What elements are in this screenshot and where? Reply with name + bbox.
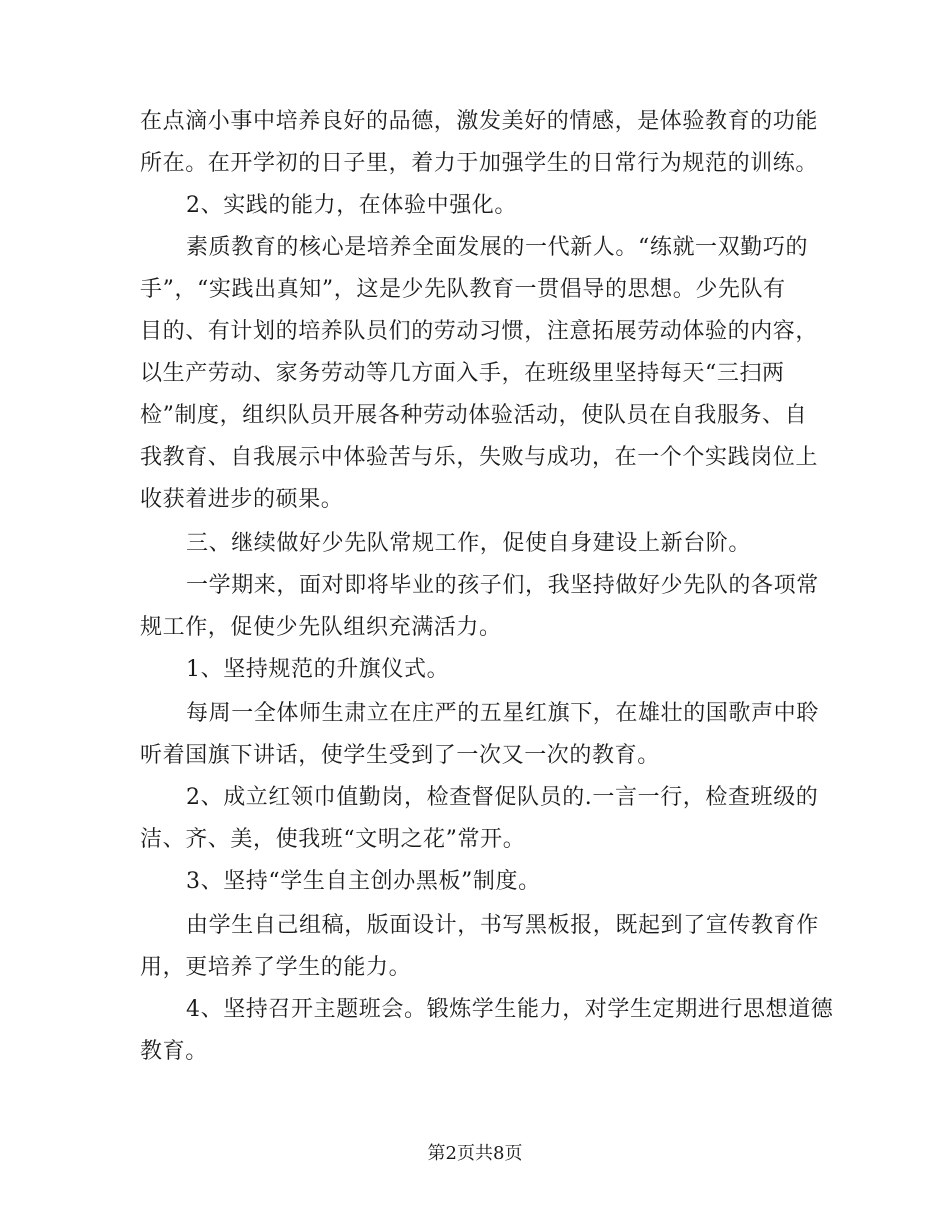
- page-number: 第2页共8页: [427, 1143, 523, 1164]
- section-heading: 2、成立红领巾值勤岗，检查督促队员的.一言一行，检查班级的: [186, 785, 819, 810]
- section-heading: 三、继续做好少先队常规工作，促使自身建设上新台阶。: [186, 531, 752, 556]
- section-heading: 1、坚持规范的升旗仪式。: [186, 657, 450, 682]
- text-line: 每周一全体师生肃立在庄严的五星红旗下，在雄壮的国歌声中聆: [186, 701, 819, 726]
- text-line: 在点滴小事中培养良好的品德，激发美好的情感，是体验教育的功能: [140, 109, 819, 134]
- text-line: 教育。: [140, 1039, 208, 1064]
- text-line: 由学生自己组稿，版面设计，书写黑板报，既起到了宣传教育作: [186, 913, 819, 938]
- text-line: 一学期来，面对即将毕业的孩子们，我坚持做好少先队的各项常: [186, 573, 819, 598]
- text-line: 手”，“实践出真知”，这是少先队教育一贯倡导的思想。少先队有: [140, 277, 786, 302]
- text-line: 听着国旗下讲话，使学生受到了一次又一次的教育。: [140, 743, 660, 768]
- text-line: 规工作，促使少先队组织充满活力。: [140, 615, 502, 640]
- text-line: 收获着进步的硕果。: [140, 487, 344, 512]
- text-line: 素质教育的核心是培养全面发展的一代新人。“练就一双勤巧的: [186, 235, 809, 260]
- text-line: 所在。在开学初的日子里，着力于加强学生的日常行为规范的训练。: [140, 151, 819, 176]
- section-heading: 3、坚持“学生自主创办黑板”制度。: [186, 869, 541, 894]
- text-line: 以生产劳动、家务劳动等几方面入手，在班级里坚持每天“三扫两: [140, 361, 785, 386]
- text-line: 目的、有计划的培养队员们的劳动习惯，注意拓展劳动体验的内容，: [140, 319, 819, 344]
- text-line: 用，更培养了学生的能力。: [140, 955, 412, 980]
- text-line: 我教育、自我展示中体验苦与乐，失败与成功，在一个个实践岗位上: [140, 445, 819, 470]
- text-line: 检”制度，组织队员开展各种劳动体验活动，使队员在自我服务、自: [140, 403, 808, 428]
- section-heading: 2、实践的能力，在体验中强化。: [186, 193, 517, 218]
- section-heading: 4、坚持召开主题班会。锻炼学生能力，对学生定期进行思想道德: [186, 997, 834, 1022]
- text-line: 洁、齐、美，使我班“文明之花”常开。: [140, 827, 526, 852]
